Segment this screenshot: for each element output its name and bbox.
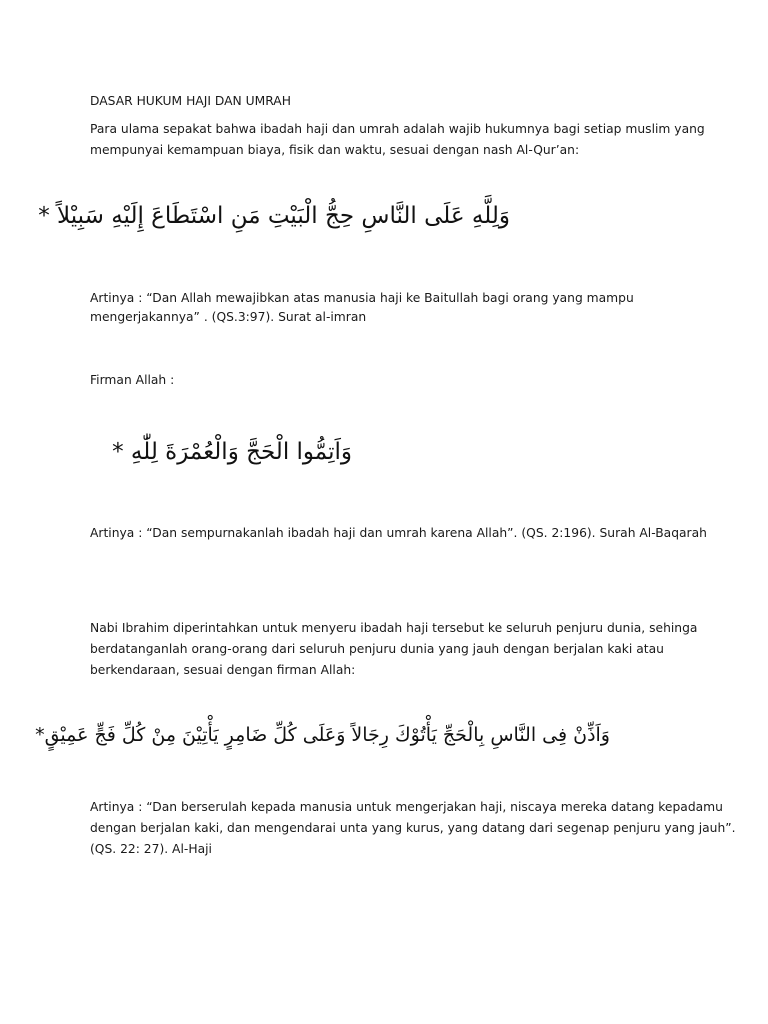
firman-label: Firman Allah :	[90, 373, 175, 387]
translation-2-line-1: Artinya : “Dan sempurnakanlah ibadah haji dan umrah karena Allah”. (QS. 2:196). Surah Al-Baqarah	[90, 526, 707, 540]
translation-3-line-3: (QS. 22: 27). Al-Haji	[90, 842, 212, 856]
arabic-verse-1: وَلِلَّهِ عَلَى النَّاسِ حِجُّ الْبَيْتِ مَنِ اسْتَطَاعَ إِلَيْهِ سَبِيْلاً *	[38, 203, 510, 229]
translation-3-line-1: Artinya : “Dan berserulah kepada manusia untuk mengerjakan haji, niscaya mereka datang kepadamu	[90, 800, 723, 814]
intro-line-2: mempunyai kemampuan biaya, fisik dan waktu, sesuai dengan nash Al-Qur’an:	[90, 143, 580, 157]
translation-3-line-2: dengan berjalan kaki, dan mengendarai unta yang kurus, yang datang dari segenap penjuru yang jauh”.	[90, 821, 736, 835]
translation-1-line-2: mengerjakannya” . (QS.3:97). Surat al-imran	[90, 310, 367, 324]
translation-1-line-1: Artinya : “Dan Allah mewajibkan atas manusia haji ke Baitullah bagi orang yang mampu	[90, 291, 634, 305]
document-title: DASAR HUKUM HAJI DAN UMRAH	[90, 94, 291, 108]
intro-line-1: Para ulama sepakat bahwa ibadah haji dan umrah adalah wajib hukumnya bagi setiap muslim yang	[90, 122, 705, 136]
paragraph-3-line-1: Nabi Ibrahim diperintahkan untuk menyeru ibadah haji tersebut ke seluruh penjuru dunia, sehinga	[90, 621, 698, 635]
arabic-verse-2: وَاَتِمُّوا الْحَجَّ وَالْعُمْرَةَ لِلّٰهِ *	[112, 439, 352, 465]
arabic-verse-3: وَاَذِّنْ فِى النَّاسِ بِالْحَجِّ يَأْتُوْكَ رِجَالاً وَعَلَى كُلِّ ضَامِرٍ يَأْتِيْنَ مِنْ كُلِّ فَجٍّ عَمِيْقٍ*	[35, 724, 610, 746]
paragraph-3-line-2: berdatanganlah orang-orang dari seluruh penjuru dunia yang jauh dengan berjalan kaki atau	[90, 642, 664, 656]
paragraph-3-line-3: berkendaraan, sesuai dengan firman Allah:	[90, 663, 356, 677]
